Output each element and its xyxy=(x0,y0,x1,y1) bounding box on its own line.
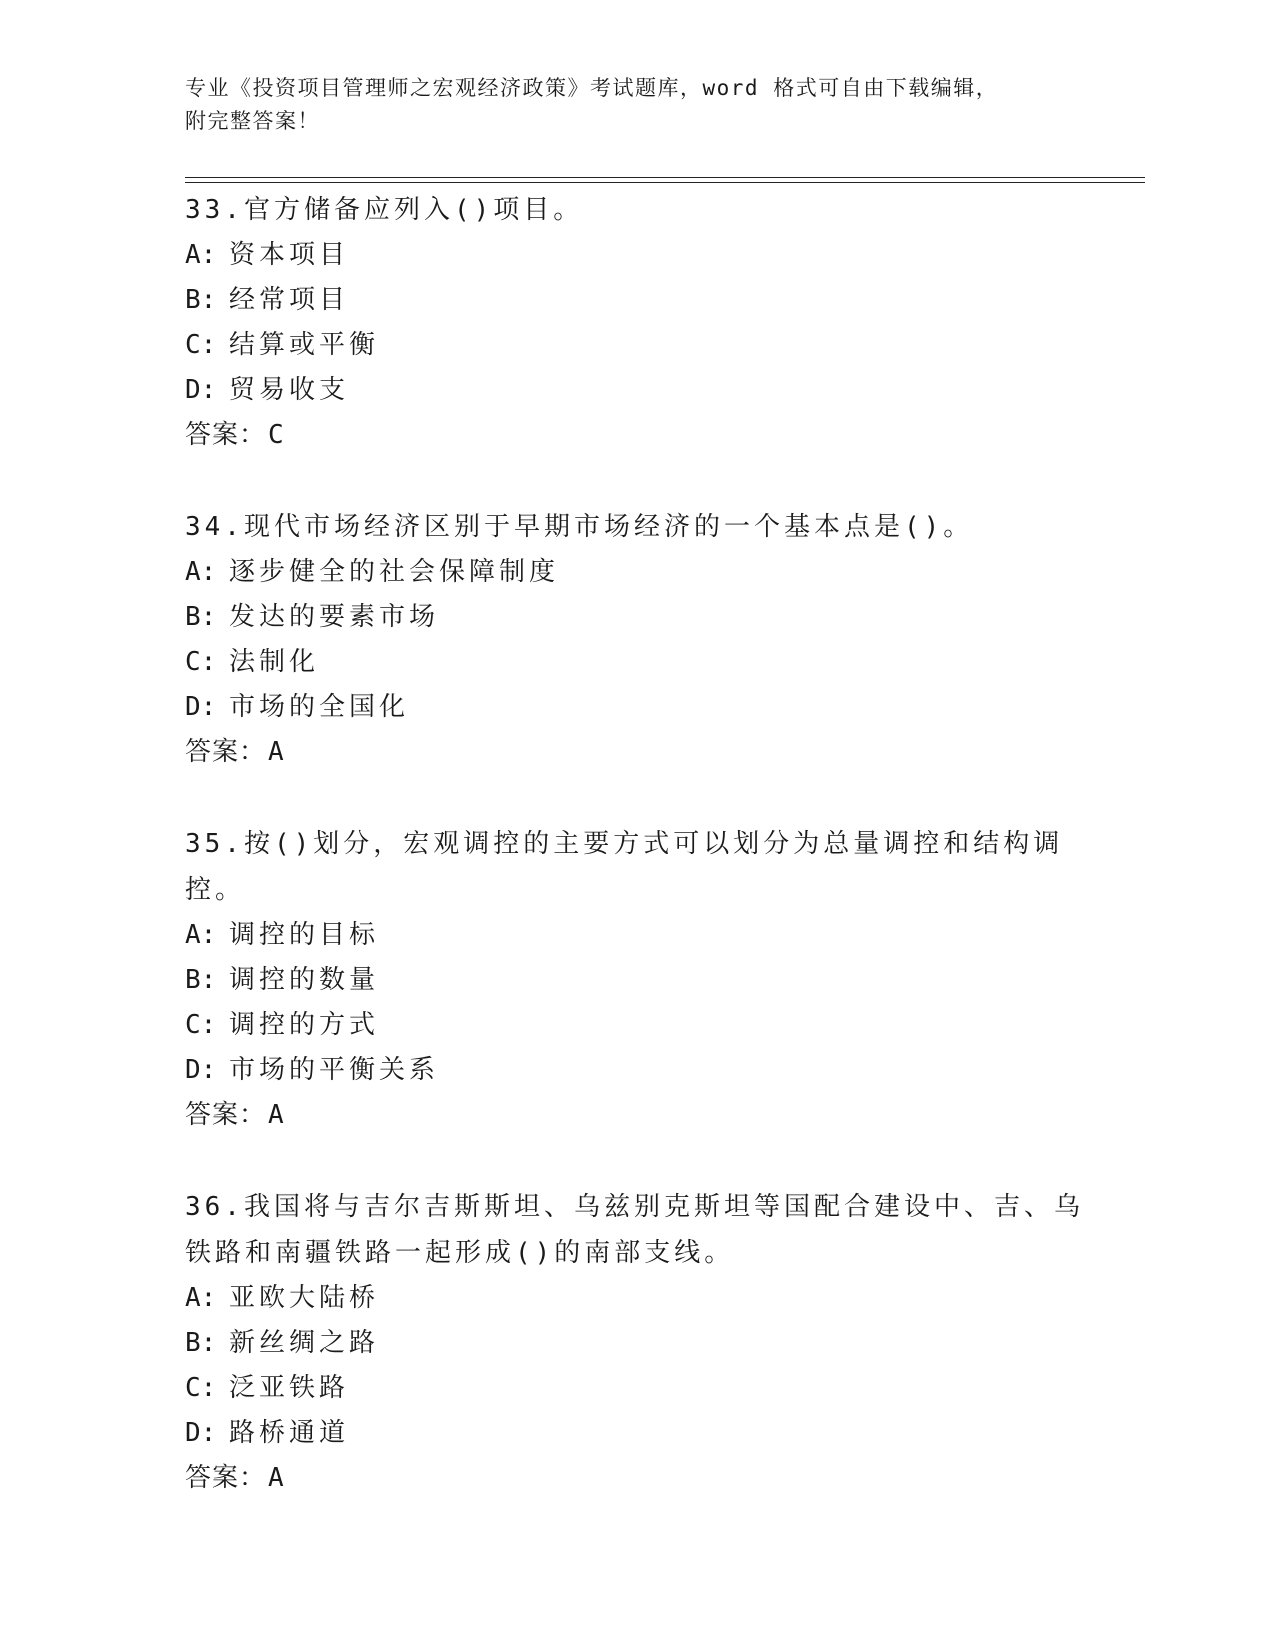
option-text: 泛亚铁路 xyxy=(229,1373,350,1403)
option-b xyxy=(185,958,1085,1003)
option-b xyxy=(185,1321,1085,1366)
option-text: 贸易收支 xyxy=(229,375,350,405)
question-33 xyxy=(185,187,1085,458)
option-letter: B: xyxy=(185,602,217,632)
question-list xyxy=(185,187,1085,1547)
option-text: 经常项目 xyxy=(229,285,350,315)
option-text: 路桥通道 xyxy=(229,1418,350,1448)
option-c xyxy=(185,1003,1085,1048)
question-stem: 36.我国将与吉尔吉斯斯坦、乌兹别克斯坦等国配合建设中、吉、乌铁路和南疆铁路一起形成()的南部支线。 xyxy=(185,1192,1084,1268)
option-text: 市场的平衡关系 xyxy=(229,1055,440,1085)
header-divider-bottom xyxy=(185,182,1145,183)
option-text: 新丝绸之路 xyxy=(229,1328,380,1358)
option-c xyxy=(185,640,1085,685)
option-letter: B: xyxy=(185,965,217,995)
answer-label: 答案： xyxy=(185,737,267,767)
question-34 xyxy=(185,504,1085,775)
answer-label: 答案： xyxy=(185,420,267,450)
option-letter: C: xyxy=(185,1373,217,1403)
header-line-2: 附完整答案！ xyxy=(185,109,320,133)
option-a xyxy=(185,550,1085,595)
option-text: 调控的目标 xyxy=(229,920,380,950)
option-text: 资本项目 xyxy=(229,240,350,270)
option-text: 亚欧大陆桥 xyxy=(229,1283,380,1313)
option-letter: C: xyxy=(185,1010,217,1040)
option-b xyxy=(185,278,1085,323)
option-d xyxy=(185,1411,1085,1456)
option-list xyxy=(185,1276,1085,1456)
option-letter: D: xyxy=(185,692,217,722)
option-text: 市场的全国化 xyxy=(229,692,410,722)
option-letter: A: xyxy=(185,920,217,950)
option-c xyxy=(185,1366,1085,1411)
answer-line xyxy=(185,1093,1085,1138)
answer-value: C xyxy=(268,420,285,450)
option-text: 调控的数量 xyxy=(229,965,380,995)
option-letter: A: xyxy=(185,557,217,587)
header-line-1: 专业《投资项目管理师之宏观经济政策》考试题库，word 格式可自由下载编辑， xyxy=(185,76,999,100)
answer-value: A xyxy=(268,1100,285,1130)
option-a xyxy=(185,1276,1085,1321)
question-stem: 33.官方储备应列入()项目。 xyxy=(185,195,584,225)
header-divider-top xyxy=(185,177,1145,178)
answer-label: 答案： xyxy=(185,1463,267,1493)
option-d xyxy=(185,1048,1085,1093)
option-list xyxy=(185,913,1085,1093)
document-header xyxy=(185,72,1105,138)
answer-value: A xyxy=(268,1463,285,1493)
option-a xyxy=(185,233,1085,278)
option-a xyxy=(185,913,1085,958)
option-c xyxy=(185,323,1085,368)
question-stem: 35.按()划分，宏观调控的主要方式可以划分为总量调控和结构调控。 xyxy=(185,829,1064,905)
question-stem: 34.现代市场经济区别于早期市场经济的一个基本点是()。 xyxy=(185,512,974,542)
option-list xyxy=(185,233,1085,413)
option-d xyxy=(185,368,1085,413)
option-d xyxy=(185,685,1085,730)
option-letter: D: xyxy=(185,1055,217,1085)
option-text: 逐步健全的社会保障制度 xyxy=(229,557,560,587)
answer-value: A xyxy=(268,737,285,767)
option-letter: B: xyxy=(185,1328,217,1358)
option-letter: D: xyxy=(185,375,217,405)
option-letter: A: xyxy=(185,1283,217,1313)
answer-line xyxy=(185,413,1085,458)
option-letter: C: xyxy=(185,330,217,360)
answer-label: 答案： xyxy=(185,1100,267,1130)
option-letter: B: xyxy=(185,285,217,315)
option-letter: A: xyxy=(185,240,217,270)
option-text: 法制化 xyxy=(229,647,320,677)
question-35 xyxy=(185,821,1085,1138)
answer-line xyxy=(185,1456,1085,1501)
option-letter: C: xyxy=(185,647,217,677)
option-letter: D: xyxy=(185,1418,217,1448)
option-list xyxy=(185,550,1085,730)
option-text: 发达的要素市场 xyxy=(229,602,440,632)
question-36 xyxy=(185,1184,1085,1501)
option-text: 结算或平衡 xyxy=(229,330,380,360)
answer-line xyxy=(185,730,1085,775)
option-b xyxy=(185,595,1085,640)
option-text: 调控的方式 xyxy=(229,1010,380,1040)
